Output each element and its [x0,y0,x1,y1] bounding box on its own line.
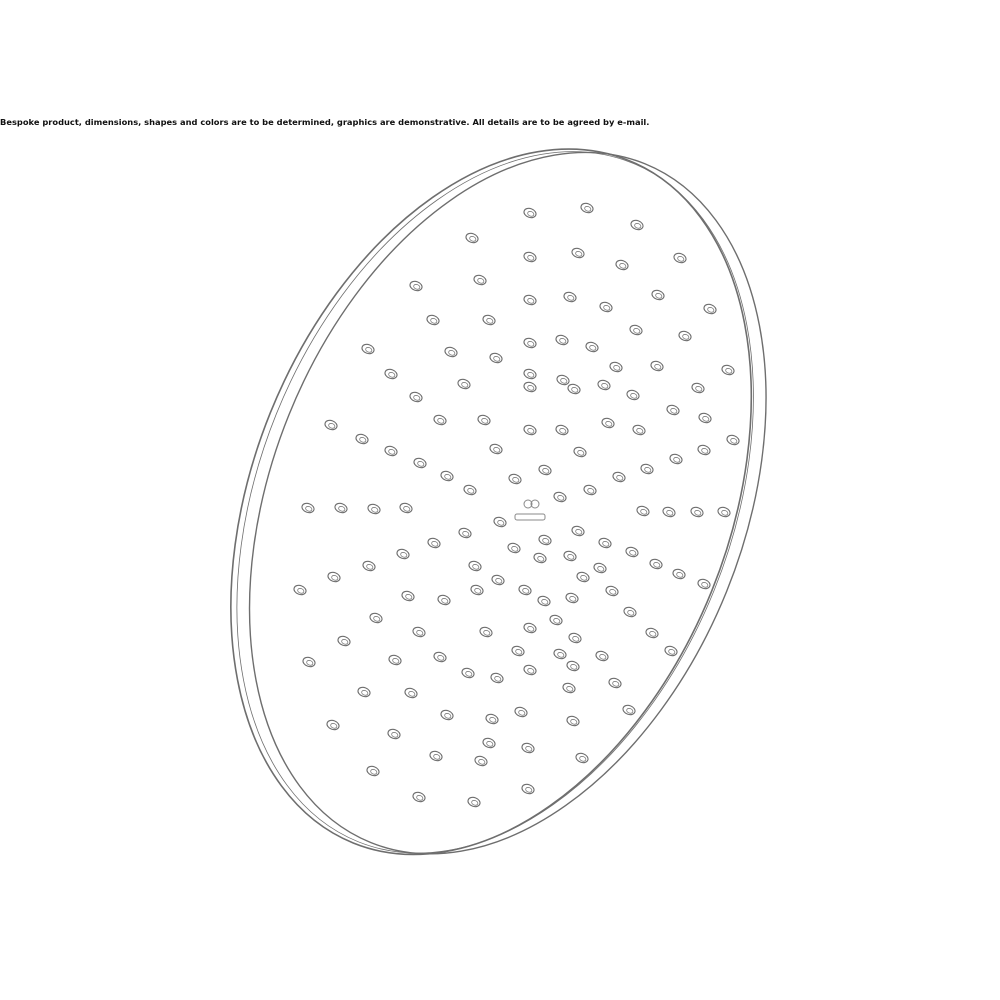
nozzle [598,537,613,550]
nozzle-inner [655,293,663,300]
nozzle [523,251,538,264]
nozzle [357,686,372,699]
nozzle-inner [702,416,710,423]
nozzle-inner [580,575,588,582]
nozzle-inner [560,378,568,385]
nozzle-inner [486,741,494,748]
nozzle [626,389,641,402]
nozzle [576,571,591,584]
nozzle-inner [599,654,607,661]
nozzle [555,424,570,437]
nozzle-inner [465,671,473,678]
nozzle [595,650,610,663]
nozzle [662,506,677,519]
nozzle-inner [666,510,674,517]
nozzle [409,280,424,293]
nozzle [507,542,522,555]
nozzle-inner [527,255,535,262]
nozzle [514,706,529,719]
nozzle-inner [587,488,595,495]
nozzle [482,737,497,750]
nozzle [465,232,480,245]
nozzle-inner [584,206,592,213]
nozzle-inner [518,710,526,717]
nozzle [585,341,600,354]
nozzle-inner [627,610,635,617]
nozzle [608,677,623,690]
nozzle-inner [701,582,709,589]
nozzle [609,361,624,374]
nozzle [489,352,504,365]
nozzle [640,463,655,476]
nozzle [433,651,448,664]
nozzle-inner [605,421,613,428]
nozzle [567,383,582,396]
nozzle [463,484,478,497]
nozzle-inner [654,364,662,371]
nozzle-inner [527,428,535,435]
nozzle [650,360,665,373]
nozzle [523,337,538,350]
nozzle-inner [474,588,482,595]
nozzle-inner [365,347,373,354]
nozzle [467,796,482,809]
nozzle [458,527,473,540]
nozzle-inner [570,719,578,726]
nozzle-inner [537,556,545,563]
nozzle [523,207,538,220]
nozzle-inner [417,461,425,468]
nozzle-inner [430,318,438,325]
nozzle-inner [566,686,574,693]
nozzle [555,334,570,347]
nozzle-inner [413,284,421,291]
nozzle-inner [613,365,621,372]
nozzle [605,585,620,598]
nozzle [553,648,568,661]
nozzle [690,506,705,519]
nozzle-inner [444,474,452,481]
nozzle [521,742,536,755]
nozzle [726,434,741,447]
nozzle-inner [559,428,567,435]
nozzle-inner [542,538,550,545]
nozzle-inner [338,506,346,513]
nozzle [593,562,608,575]
nozzle [563,550,578,563]
nozzle [649,558,664,571]
nozzle [369,612,384,625]
nozzle-inner [525,787,533,794]
nozzle [521,783,536,796]
nozzle [632,424,647,437]
nozzle [366,765,381,778]
nozzle-inner [525,746,533,753]
nozzle [666,404,681,417]
nozzle-inner [522,588,530,595]
nozzle-inner [297,588,305,595]
nozzle [396,548,411,561]
nozzle-inner [694,510,702,517]
nozzle-inner [527,668,535,675]
nozzle [691,382,706,395]
nozzle [491,574,506,587]
nozzle-inner [391,732,399,739]
nozzle-inner [682,334,690,341]
nozzle-inner [721,510,729,517]
nozzle-inner [575,529,583,536]
nozzle-inner [579,756,587,763]
nozzle-inner [602,541,610,548]
nozzle-inner [431,541,439,548]
nozzle [479,626,494,639]
nozzle [523,622,538,635]
nozzle [468,560,483,573]
nozzle [326,719,341,732]
nozzle-inner [388,372,396,379]
nozzle-inner [471,800,479,807]
nozzle [537,595,552,608]
nozzle-inner [305,506,313,513]
nozzle [433,414,448,427]
nozzle-inner [495,578,503,585]
nozzle-inner [541,599,549,606]
nozzle-inner [612,681,620,688]
nozzle-inner [640,509,648,516]
nozzle [565,592,580,605]
nozzle-inner [557,495,565,502]
nozzle [457,378,472,391]
nozzle-inner [609,589,617,596]
nozzle [533,552,548,565]
nozzle-inner [559,338,567,345]
nozzle-inner [494,676,502,683]
nozzle [673,252,688,265]
nozzle [566,660,581,673]
nozzle [470,584,485,597]
nozzle [538,464,553,477]
nozzle [645,627,660,640]
nozzle [597,379,612,392]
nozzle [571,247,586,260]
nozzle-inner [553,618,561,625]
nozzle-inner [515,649,523,656]
nozzle [429,750,444,763]
nozzle [426,314,441,327]
nozzle [523,294,538,307]
nozzle-inner [630,393,638,400]
nozzle-inner [567,554,575,561]
nozzle-inner [601,383,609,390]
nozzle [636,505,651,518]
nozzle [293,584,308,597]
nozzle-inner [730,438,738,445]
nozzle [566,715,581,728]
nozzle-inner [542,468,550,475]
nozzle-group [293,202,741,809]
nozzle [580,202,595,215]
nozzle-inner [577,450,585,457]
shower-head-face [152,75,864,931]
nozzle [575,752,590,765]
nozzle [474,755,489,768]
nozzle-inner [493,356,501,363]
nozzle-inner [527,626,535,633]
nozzle [334,502,349,515]
nozzle [412,791,427,804]
nozzle [563,291,578,304]
nozzle [601,417,616,430]
nozzle [409,391,424,404]
nozzle [622,704,637,717]
nozzle [355,433,370,446]
nozzle-inner [330,723,338,730]
nozzle-inner [527,211,535,218]
nozzle-inner [448,350,456,357]
nozzle-inner [511,546,519,553]
nozzle-inner [359,437,367,444]
nozzle-inner [489,717,497,724]
shower-head-rim-inner [139,75,851,931]
nozzle [623,606,638,619]
nozzle-inner [331,575,339,582]
nozzle-inner [673,457,681,464]
nozzle-inner [469,236,477,243]
nozzle-inner [653,562,661,569]
nozzle-inner [670,408,678,415]
nozzle-inner [467,488,475,495]
nozzle [523,424,538,437]
nozzle-inner [616,475,624,482]
nozzle-inner [527,298,535,305]
nozzle [573,446,588,459]
nozzle [412,626,427,639]
nozzle-inner [437,418,445,425]
nozzle-inner [361,690,369,697]
nozzle-inner [481,418,489,425]
nozzle-inner [634,223,642,230]
nozzle [523,664,538,677]
nozzle [556,374,571,387]
nozzle [518,584,533,597]
nozzle [427,537,442,550]
nozzle-inner [633,328,641,335]
nozzle-inner [668,649,676,656]
nozzle-inner [461,382,469,389]
nozzle-inner [569,596,577,603]
nozzle [703,303,718,316]
shower-head-rim [133,71,850,932]
nozzle-inner [725,368,733,375]
nozzle-inner [527,341,535,348]
nozzle-inner [483,630,491,637]
nozzle-inner [527,385,535,392]
nozzle [388,654,403,667]
nozzle [367,503,382,516]
nozzle [568,632,583,645]
nozzle [511,645,526,658]
nozzle-inner [636,428,644,435]
nozzle-inner [437,655,445,662]
nozzle-inner [370,769,378,776]
nozzle [490,672,505,685]
nozzle-inner [629,550,637,557]
nozzle-inner [403,506,411,513]
nozzle-inner [571,387,579,394]
nozzle-inner [416,630,424,637]
nozzle [508,473,523,486]
nozzle-inner [472,564,480,571]
nozzle [482,314,497,327]
nozzle [444,346,459,359]
nozzle-inner [572,636,580,643]
nozzle-inner [478,759,486,766]
nozzle [717,506,732,519]
nozzle [485,713,500,726]
nozzle [384,445,399,458]
nozzle [599,301,614,314]
nozzle-inner [408,691,416,698]
nozzle-inner [527,372,535,379]
nozzle-inner [306,660,314,667]
nozzle-inner [388,449,396,456]
nozzle-inner [341,639,349,646]
nozzle [461,667,476,680]
nozzle-inner [677,256,685,263]
nozzle-inner [371,507,379,514]
nozzle-inner [497,520,505,527]
nozzle [327,571,342,584]
nozzle [523,381,538,394]
nozzle-inner [441,598,449,605]
nozzle-inner [392,658,400,665]
nozzle [678,330,693,343]
nozzle [399,502,414,515]
nozzle-inner [400,552,408,559]
nozzle [669,453,684,466]
nozzle [493,516,508,529]
nozzle [477,414,492,427]
nozzle-inner [486,318,494,325]
nozzle-inner [416,795,424,802]
nozzle-inner [619,263,627,270]
nozzle-inner [676,572,684,579]
nozzle [629,324,644,337]
nozzle-inner [366,564,374,571]
nozzle [651,289,666,302]
nozzle [697,578,712,591]
nozzle [721,364,736,377]
nozzle [553,491,568,504]
nozzle-inner [695,386,703,393]
nozzle-inner [328,423,336,430]
nozzle [324,419,339,432]
nozzle-inner [567,295,575,302]
nozzle [362,560,377,573]
nozzle [538,534,553,547]
nozzle-inner [462,531,470,538]
brand-logo-mark [515,500,545,520]
nozzle [523,368,538,381]
nozzle-inner [644,467,652,474]
nozzle-inner [433,754,441,761]
nozzle [549,614,564,627]
nozzle [401,590,416,603]
nozzle-inner [512,477,520,484]
nozzle [697,444,712,457]
nozzle [625,546,640,559]
nozzle [384,368,399,381]
disclaimer-text: Bespoke product, dimensions, shapes and colors are to be determined, graphics are demonstrative. All details are to be agreed by e-mail. [0,117,650,127]
nozzle [615,259,630,272]
nozzle [562,682,577,695]
nozzle [664,645,679,658]
nozzle-inner [626,708,634,715]
nozzle-inner [493,447,501,454]
nozzle-inner [373,616,381,623]
nozzle [440,470,455,483]
nozzle-inner [597,566,605,573]
nozzle [301,502,316,515]
nozzle-inner [557,652,565,659]
nozzle-inner [701,448,709,455]
nozzle-inner [413,395,421,402]
nozzle-inner [444,713,452,720]
nozzle [672,568,687,581]
nozzle-inner [477,278,485,285]
nozzle [440,709,455,722]
nozzle-inner [570,664,578,671]
nozzle-inner [707,307,715,314]
nozzle [404,687,419,700]
nozzle [583,484,598,497]
nozzle [387,728,402,741]
nozzle [361,343,376,356]
nozzle [473,274,488,287]
nozzle [571,525,586,538]
nozzle-inner [603,305,611,312]
nozzle-inner [405,594,413,601]
nozzle [698,412,713,425]
nozzle [630,219,645,232]
nozzle-inner [589,345,597,352]
nozzle [302,656,317,669]
nozzle [612,471,627,484]
nozzle [437,594,452,607]
nozzle [413,457,428,470]
nozzle-inner [649,631,657,638]
nozzle [337,635,352,648]
nozzle-inner [575,251,583,258]
nozzle [489,443,504,456]
